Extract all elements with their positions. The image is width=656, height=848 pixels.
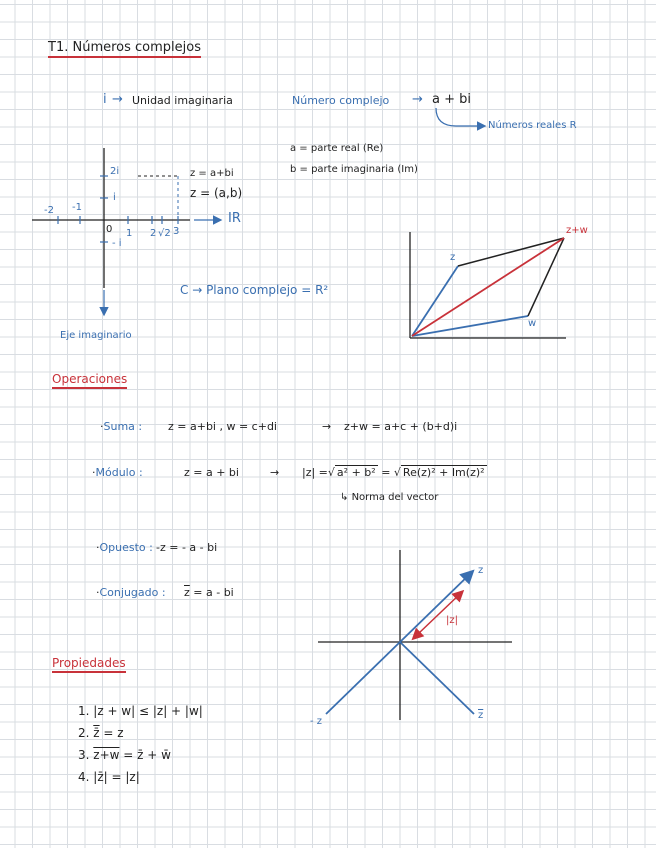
modulo-expr: z = a + bi [184, 466, 239, 479]
property-over: z̄ [93, 726, 100, 740]
conj-vector-conj [400, 642, 474, 714]
tick-sqrt2: √2 [158, 228, 171, 239]
hook-arrow [436, 108, 484, 126]
vector-z [412, 266, 458, 336]
suma-result: z+w = a+c + (b+d)i [344, 420, 458, 433]
real-numbers-note: Números reales R [488, 120, 577, 131]
tick-zero: 0 [106, 224, 113, 235]
parallelogram-sum-label: z+w [566, 225, 588, 236]
property-num: 3. [78, 748, 90, 762]
modulo-formula: |z| =√ a² + b² = √ Re(z)² + Im(z)² [302, 466, 485, 479]
suma-label: ·Suma : [100, 420, 143, 433]
operations-heading-text: Operaciones [52, 372, 128, 386]
property-num: 1. [78, 704, 90, 718]
complex-form: a + bi [432, 92, 471, 107]
conjugado-label-text: Conjugado : [99, 586, 166, 599]
tick-minus-2: -2 [44, 205, 54, 216]
norma-note: ↳ Norma del vector [340, 492, 439, 503]
conjugado-expr: = a - bi [193, 586, 234, 599]
opuesto-expr: -z = - a - bi [156, 541, 218, 554]
property-text: |z + w| ≤ |z| + |w| [93, 704, 203, 718]
i-label: Unidad imaginaria [132, 94, 233, 107]
plane-label: C → Plano complejo = R² [180, 283, 329, 297]
title-text: T1. Números complejos [48, 40, 201, 55]
tick-minus-1: -1 [72, 202, 82, 213]
tick-minus-i: - i [112, 238, 122, 249]
conjugate-diagram [318, 550, 512, 720]
tick-one: 1 [126, 228, 133, 239]
complex-plane [32, 148, 220, 314]
conjugado-label: ·Conjugado : [96, 586, 166, 599]
z-binomic: z = a+bi [190, 168, 234, 179]
conj-vector-minus-z [326, 642, 400, 714]
suma-expr: z = a+bi , w = c+di [168, 420, 277, 433]
modulo-label-text: Módulo : [95, 466, 143, 479]
property-rest: = z̄ + w̄ [119, 748, 171, 762]
parallelogram-w-label: w [528, 318, 537, 329]
i-symbol: i [103, 92, 107, 107]
property-num: 2. [78, 726, 90, 740]
norma-note-text: Norma del vector [351, 492, 439, 503]
properties-heading-text: Propiedades [52, 656, 126, 670]
property-num: 4. [78, 770, 90, 784]
property-rest: = z [99, 726, 124, 740]
modulus-arrow [418, 592, 462, 634]
arrow-icon: → [322, 420, 332, 433]
property-text: |z̄| = |z| [93, 770, 140, 784]
conjugado-z: $\overline{z}$ [184, 586, 190, 599]
conj-diagram-mod-label: |z| [446, 615, 458, 626]
modulo-radicand-2: Re(z)² + Im(z)² [402, 466, 485, 479]
conj-diagram-conj-label: $\overline{z}$ [478, 710, 484, 721]
arrow-icon: → [112, 92, 123, 107]
imag-axis-label: Eje imaginario [60, 330, 132, 341]
modulo-eq: = [381, 466, 391, 479]
modulo-label: ·Módulo : [92, 466, 143, 479]
arrow-icon: → [412, 92, 423, 107]
modulo-radicand: a² + b² [336, 466, 376, 479]
opuesto-label-text: Opuesto : [99, 541, 153, 554]
property-over: z+w [93, 748, 120, 762]
complex-label: Número complejo [292, 94, 390, 107]
tick-three: 3 [173, 226, 180, 237]
conj-diagram-minus-z-label: - z [310, 716, 323, 727]
tick-i: i [113, 192, 116, 203]
suma-label-text: Suma : [103, 420, 143, 433]
b-definition: b = parte imaginaria (Im) [290, 164, 418, 175]
arrow-icon: → [270, 466, 280, 479]
z-pair: z = (a,b) [190, 186, 243, 200]
real-axis-label: IR [228, 211, 241, 226]
conj-vector-z [400, 572, 472, 642]
parallelogram-z-label: z [450, 252, 456, 263]
a-definition: a = parte real (Re) [290, 143, 384, 154]
conj-diagram-z-label: z [478, 565, 484, 576]
modulo-lhs: |z| = [302, 466, 328, 479]
side-z-to-sum [458, 238, 564, 266]
tick-two: 2 [150, 228, 157, 239]
tick-2i: 2i [110, 166, 120, 177]
opuesto-label: ·Opuesto : [96, 541, 153, 554]
vector-w [412, 316, 528, 336]
parallelogram-diagram [410, 232, 566, 338]
